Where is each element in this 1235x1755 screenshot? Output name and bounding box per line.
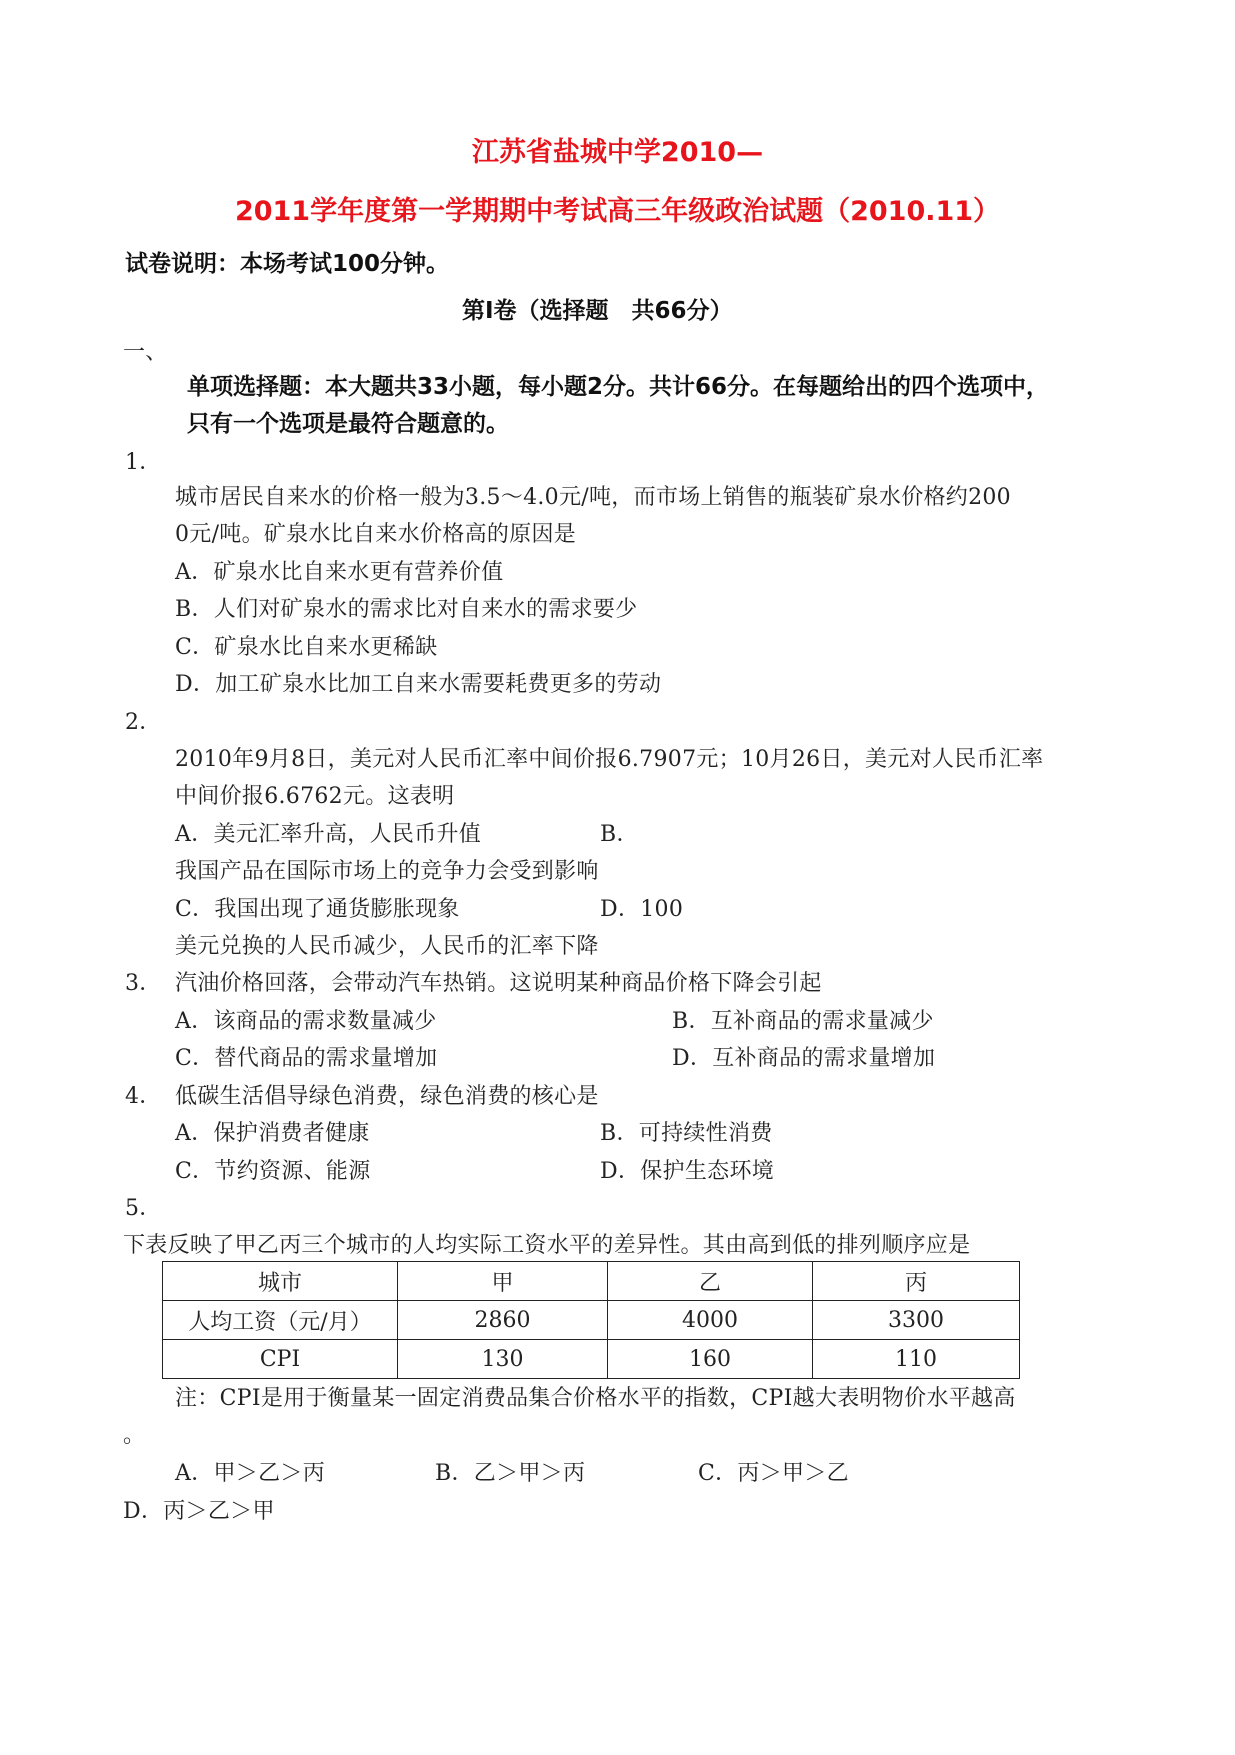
- question-3-option-c: C．替代商品的需求量增加: [175, 1046, 438, 1071]
- question-2-option-d-label: D．100: [600, 897, 684, 922]
- table-cell: 130: [398, 1340, 608, 1379]
- question-3-stem: 汽油价格回落，会带动汽车热销。这说明某种商品价格下降会引起: [175, 971, 822, 996]
- question-2-option-d-text: 美元兑换的人民币减少，人民币的汇率下降: [175, 934, 599, 959]
- table-cell: CPI: [163, 1340, 398, 1379]
- question-1-number: 1．: [125, 450, 162, 475]
- table-cell: 4000: [608, 1301, 813, 1340]
- question-3-option-b: B．互补商品的需求量减少: [672, 1009, 934, 1034]
- question-3-number: 3．: [125, 971, 162, 996]
- question-4-option-a: A．保护消费者健康: [175, 1121, 370, 1146]
- table-cell: 3300: [813, 1301, 1020, 1340]
- question-2-number: 2．: [125, 710, 162, 735]
- page-title-line2: 2011学年度第一学期期中考试高三年级政治试题（2010.11）: [234, 196, 1001, 227]
- table-row: [163, 1301, 1020, 1340]
- question-2-stem-line2: 中间价报6.6762元。这表明: [175, 784, 455, 809]
- table-cell: 110: [813, 1340, 1020, 1379]
- question-2-option-b-text: 我国产品在国际市场上的竞争力会受到影响: [175, 859, 599, 884]
- question-5-stem: 下表反映了甲乙丙三个城市的人均实际工资水平的差异性。其由高到低的排列顺序应是: [123, 1233, 971, 1258]
- page-title-line1: 江苏省盐城中学2010—: [471, 137, 764, 168]
- question-2-option-a: A．美元汇率升高，人民币升值: [175, 822, 482, 847]
- question-4-option-d: D．保护生态环境: [600, 1159, 775, 1184]
- part-one-instruction-line1: 单项选择题：本大题共33小题，每小题2分。共计66分。在每题给出的四个选项中，: [187, 374, 1050, 400]
- question-4-option-c: C．节约资源、能源: [175, 1159, 371, 1184]
- exam-note: 试卷说明：本场考试100分钟。: [125, 251, 450, 277]
- question-1-option-d: D．加工矿泉水比加工自来水需要耗费更多的劳动: [175, 672, 662, 697]
- question-5-number: 5．: [125, 1196, 162, 1221]
- table-header-cell: 城市: [163, 1262, 398, 1301]
- question-3-option-a: A．该商品的需求数量减少: [175, 1009, 437, 1034]
- question-5-note-line2: 。: [123, 1423, 146, 1448]
- wage-table: [162, 1261, 1020, 1379]
- question-5-option-d: D．丙＞乙＞甲: [123, 1499, 275, 1524]
- question-2-stem-line1: 2010年9月8日，美元对人民币汇率中间价报6.7907元；10月26日，美元对人民币汇率: [175, 747, 1044, 772]
- table-cell: 2860: [398, 1301, 608, 1340]
- table-header-cell: 丙: [813, 1262, 1020, 1301]
- question-1-option-b: B．人们对矿泉水的需求比对自来水的需求要少: [175, 597, 638, 622]
- question-4-stem: 低碳生活倡导绿色消费，绿色消费的核心是: [175, 1084, 599, 1109]
- question-1-stem-line1: 城市居民自来水的价格一般为3.5～4.0元/吨，而市场上销售的瓶装矿泉水价格约200: [175, 485, 1011, 510]
- question-5-option-b: B．乙＞甲＞丙: [435, 1461, 586, 1486]
- question-2-option-c: C．我国出现了通货膨胀现象: [175, 897, 460, 922]
- part-one-instruction-line2: 只有一个选项是最符合题意的。: [187, 411, 509, 437]
- question-1-stem-line2: 0元/吨。矿泉水比自来水价格高的原因是: [175, 522, 577, 547]
- question-4-option-b: B．可持续性消费: [600, 1121, 773, 1146]
- question-4-number: 4．: [125, 1084, 162, 1109]
- table-row: [163, 1340, 1020, 1379]
- table-header-row: [163, 1262, 1020, 1301]
- table-header-cell: 甲: [398, 1262, 608, 1301]
- question-5-option-c: C．丙＞甲＞乙: [698, 1461, 849, 1486]
- question-5-note-line1: 注：CPI是用于衡量某一固定消费品集合价格水平的指数，CPI越大表明物价水平越高: [175, 1386, 1016, 1411]
- table-cell: 人均工资（元/月）: [163, 1301, 398, 1340]
- question-1-option-c: C．矿泉水比自来水更稀缺: [175, 635, 438, 660]
- table-header-cell: 乙: [608, 1262, 813, 1301]
- question-3-option-d: D．互补商品的需求量增加: [672, 1046, 936, 1071]
- table-cell: 160: [608, 1340, 813, 1379]
- section-title: 第I卷（选择题 共66分）: [462, 298, 733, 324]
- question-2-option-b-label: B．: [600, 822, 639, 847]
- question-5-option-a: A．甲＞乙＞丙: [175, 1461, 325, 1486]
- part-one-number: 一、: [123, 340, 168, 365]
- question-1-option-a: A．矿泉水比自来水更有营养价值: [175, 560, 504, 585]
